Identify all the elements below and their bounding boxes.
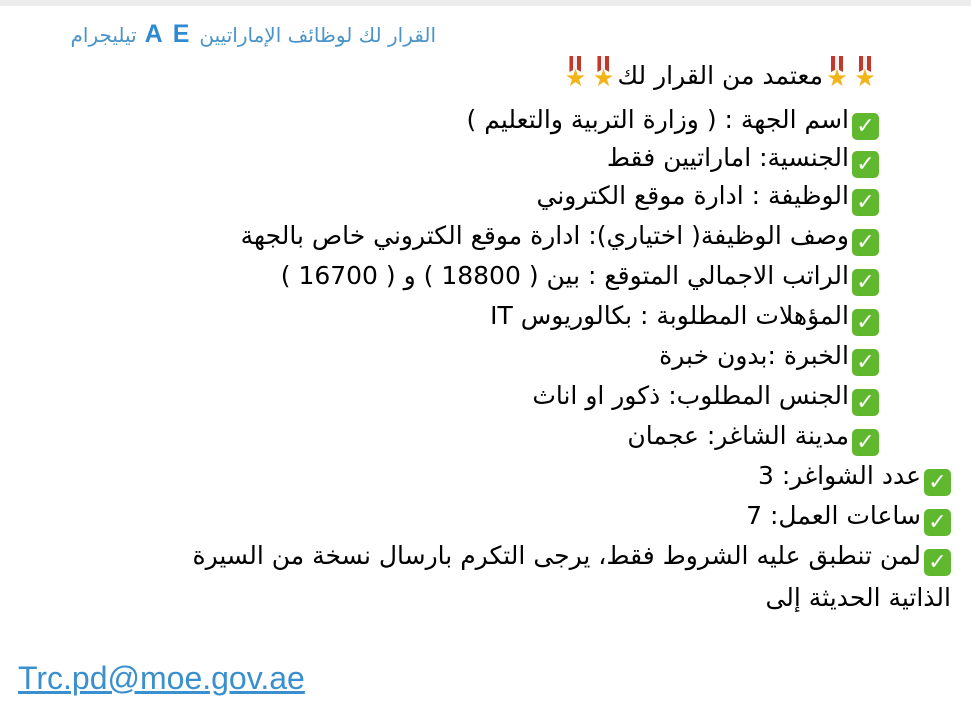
message-line xyxy=(281,256,879,296)
check-mark-icon: ✓ xyxy=(852,113,879,140)
line-text: الذاتية الحديثة إلى xyxy=(765,583,951,612)
line-text: وصف الوظيفة( اختياري): ادارة موقع الكتروني خاص بالجهة xyxy=(240,221,849,250)
military-medal-icon: ★ xyxy=(591,56,615,92)
check-mark-icon: ✓ xyxy=(852,429,879,456)
check-mark-icon: ✓ xyxy=(852,389,879,416)
check-mark-icon: ✓ xyxy=(852,349,879,376)
line-text: الراتب الاجمالي المتوقع : بين ( 18800 ) و ( 16700 ) xyxy=(280,261,849,290)
message-line xyxy=(758,456,951,496)
military-medal-icon: ★ xyxy=(563,56,587,92)
channel-name: القرار لك لوظائف الإماراتيين xyxy=(199,22,436,47)
check-mark-icon: ✓ xyxy=(852,151,879,178)
line-text: الجنسية: اماراتيين فقط xyxy=(606,143,849,172)
check-mark-icon: ✓ xyxy=(852,189,879,216)
line-text: اسم الجهة : ( وزارة التربية والتعليم ) xyxy=(466,105,849,134)
message-line xyxy=(659,336,879,376)
line-text: مدينة الشاغر: عجمان xyxy=(627,421,849,450)
message-line xyxy=(241,216,879,256)
message-title-line xyxy=(561,56,879,96)
message-line xyxy=(627,416,879,456)
email-link[interactable]: Trc.pd@moe.gov.ae xyxy=(18,660,305,696)
check-mark-icon: ✓ xyxy=(852,309,879,336)
line-text: الوظيفة : ادارة موقع الكتروني xyxy=(536,181,849,210)
line-text: الجنس المطلوب: ذكور او اناث xyxy=(532,381,849,410)
flag-letters: A E xyxy=(144,20,192,48)
military-medal-icon: ★ xyxy=(853,56,877,92)
check-mark-icon: ✓ xyxy=(924,549,951,576)
message-line xyxy=(607,138,879,178)
message-line xyxy=(532,376,879,416)
line-text: المؤهلات المطلوبة : بكالوريوس IT xyxy=(490,301,849,330)
channel-suffix: تيليجرام xyxy=(70,22,137,47)
message-line xyxy=(467,100,879,140)
message-line xyxy=(193,536,952,576)
check-mark-icon: ✓ xyxy=(852,269,879,296)
check-mark-icon: ✓ xyxy=(924,509,951,536)
check-mark-icon: ✓ xyxy=(924,469,951,496)
message-line xyxy=(490,296,879,336)
message-line xyxy=(746,496,951,536)
check-mark-icon: ✓ xyxy=(852,229,879,256)
message-line xyxy=(536,176,879,216)
message-title: معتمد من القرار لك xyxy=(617,61,823,90)
line-text: الخبرة :بدون خبرة xyxy=(659,341,849,370)
line-text: عدد الشواغر: 3 xyxy=(758,461,921,490)
message-line xyxy=(765,578,951,618)
channel-header[interactable] xyxy=(71,20,437,49)
military-medal-icon: ★ xyxy=(825,56,849,92)
line-text: لمن تنطبق عليه الشروط فقط، يرجى التكرم بارسال نسخة من السيرة xyxy=(192,541,921,570)
line-text: ساعات العمل: 7 xyxy=(746,501,921,530)
